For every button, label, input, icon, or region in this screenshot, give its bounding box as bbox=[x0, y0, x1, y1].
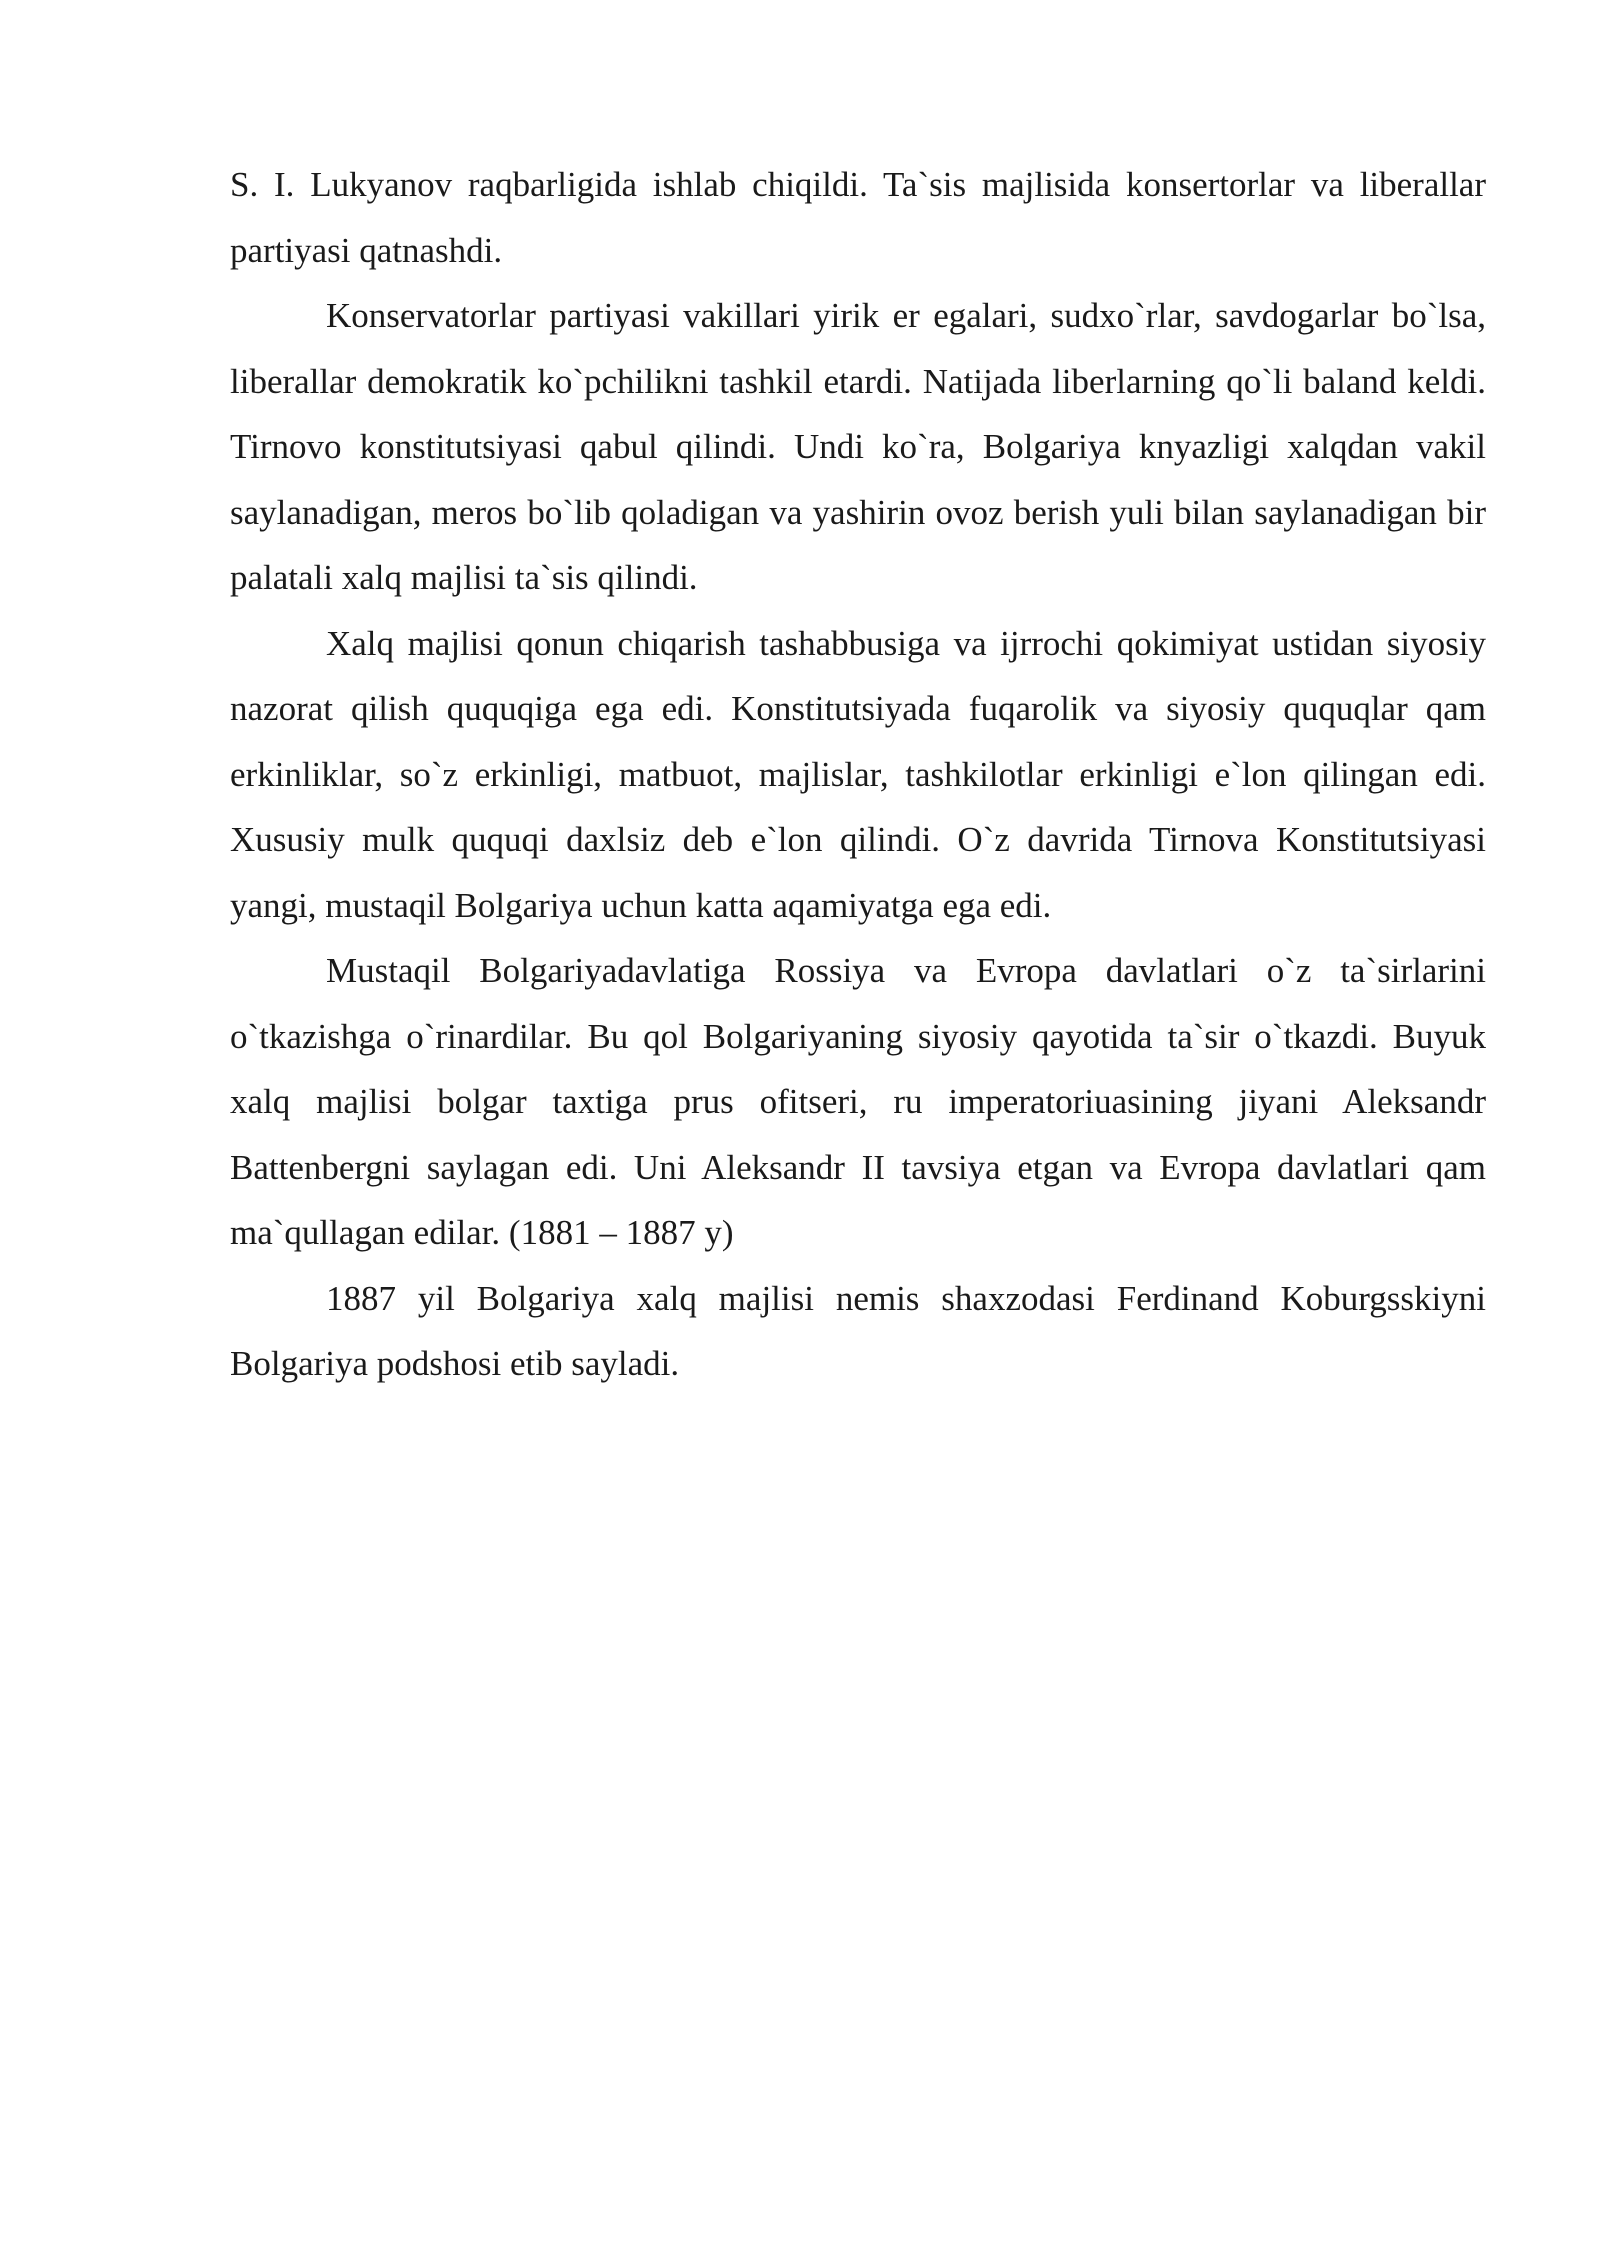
paragraph-ferdinand-election: 1887 yil Bolgariya xalq majlisi nemis shaxzodasi Ferdinand Koburgsskiyni Bolgariya podshosi etib sayladi. bbox=[230, 1278, 1486, 1383]
paragraph-people-assembly-rights: Xalq majlisi qonun chiqarish tashabbusiga va ijrrochi qokimiyat ustidan siyosiy nazorat qilish ququqiga ega edi. Konstitutsiyada fuqarolik va siyosiy ququqlar qam erkinliklar, so`z erkinligi, matbuot, majlislar, tashkilotlar erkinligi e`lon qilingan edi. Xususiy mulk ququqi daxlsiz deb e`lon qilindi. O`z davrida Tirnova Konstitutsiyasi yangi, mustaqil Bolgariya uchun katta aqamiyatga ega edi. bbox=[230, 623, 1486, 925]
document-body bbox=[230, 152, 1486, 1397]
paragraph-conservatives-liberals: Konservatorlar partiyasi vakillari yirik er egalari, sudxo`rlar, savdogarlar bo`lsa, liberallar demokratik ko`pchilikni tashkil etardi. Natijada liberlarning qo`li baland keldi. Tirnovo konstitutsiyasi qabul qilindi. Undi ko`ra, Bolgariya knyazligi xalqdan vakil saylanadigan, meros bo`lib qoladigan va yashirin ovoz berish yuli bilan saylanadigan bir palatali xalq majlisi ta`sis qilindi. bbox=[230, 296, 1486, 597]
paragraph-lukyanov-continuation: S. I. Lukyanov raqbarligida ishlab chiqildi. Ta`sis majlisida konsertorlar va liberallar partiyasi qatnashdi. bbox=[230, 165, 1486, 270]
paragraph-foreign-influence: Mustaqil Bolgariyadavlatiga Rossiya va Evropa davlatlari o`z ta`sirlarini o`tkazishga o`rinardilar. Bu qol Bolgariyaning siyosiy qayotida ta`sir o`tkazdi. Buyuk xalq majlisi bolgar taxtiga prus ofitseri, ru imperatoriuasining jiyani Aleksandr Battenbergni saylagan edi. Uni Aleksandr II tavsiya etgan va Evropa davlatlari qam ma`qullagan edilar. (1881 – 1887 y) bbox=[230, 951, 1486, 1252]
